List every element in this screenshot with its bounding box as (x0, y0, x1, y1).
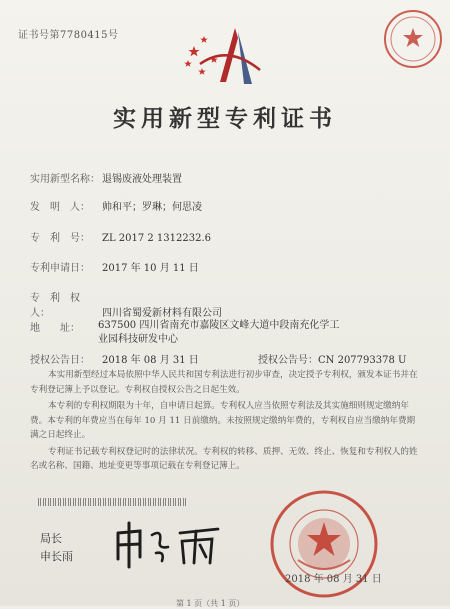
certificate-body (30, 368, 418, 476)
field-patent-number (30, 229, 211, 244)
director-name: 申长雨 (40, 551, 73, 563)
value-grant-date: 2018 年 08 月 31 日 (102, 355, 199, 366)
director-title: 局长 (40, 533, 62, 545)
label-patent-number: 专 利 号： (30, 233, 90, 244)
value-application-date: 2017 年 10 月 11 日 (102, 263, 199, 274)
label-address: 地 址： (30, 323, 80, 334)
certificate-number: 证书号第7780415号 (18, 30, 119, 41)
page-indicator: 第 1 页（共 1 页） (176, 599, 245, 608)
field-application-date (30, 259, 199, 274)
cnipa-logo-icon (180, 24, 265, 92)
label-application-date: 专利申请日： (30, 263, 90, 274)
value-utility-model-name: 退锡废液处理装置 (102, 174, 182, 185)
barcode (38, 498, 188, 506)
body-paragraph: 专利证书记载专利权登记时的法律状况。专利权的转移、质押、无效、终止、恢复和专利权人的姓名或名称、国籍、地址变更等事项记载在专利登记簿上。 (30, 446, 418, 471)
value-inventor: 帅和平；罗琳；何思凌 (102, 202, 202, 213)
value-address: 637500 四川省南充市嘉陵区文峰大道中段南充化学工业园科技研发中心 (98, 320, 340, 345)
field-grant-date (30, 351, 199, 366)
body-paragraph: 本专利的专利权期限为十年，自申请日起算。专利权人应当依照专利法及其实施细则规定缴纳年费。本专利的年费应当在每年 10 月 11 日前缴纳。未按照规定缴纳年费的，专利权自应当缴纳年费期满之日起终止。 (30, 401, 416, 440)
field-announcement-number (258, 351, 406, 366)
label-patentee: 专 利 权 人： (30, 293, 90, 319)
label-announcement-number: 授权公告号： (258, 355, 318, 366)
seal-date: 2018 年 08 月 31 日 (285, 574, 382, 585)
label-grant-date: 授权公告日： (30, 355, 90, 366)
field-inventor (30, 198, 202, 213)
certificate-title: 实用新型专利证书 (113, 105, 337, 132)
top-seal-icon (382, 8, 444, 70)
body-paragraph: 本实用新型经过本局依照中华人民共和国专利法进行初步审查，决定授予专利权，颁发本证书并在专利登记簿上予以登记。专利权自授权公告之日起生效。 (30, 370, 418, 395)
handwritten-signature (110, 515, 240, 570)
label-utility-model-name: 实用新型名称： (30, 174, 100, 185)
field-patentee (30, 289, 222, 319)
value-patent-number: ZL 2017 2 1312232.6 (102, 233, 212, 244)
field-address (30, 319, 102, 334)
field-utility-model-name (30, 170, 182, 185)
value-patentee: 四川省蜀爱新材料有限公司 (102, 308, 222, 319)
label-inventor: 发 明 人： (30, 202, 90, 213)
value-announcement-number: CN 207793378 U (318, 355, 407, 366)
